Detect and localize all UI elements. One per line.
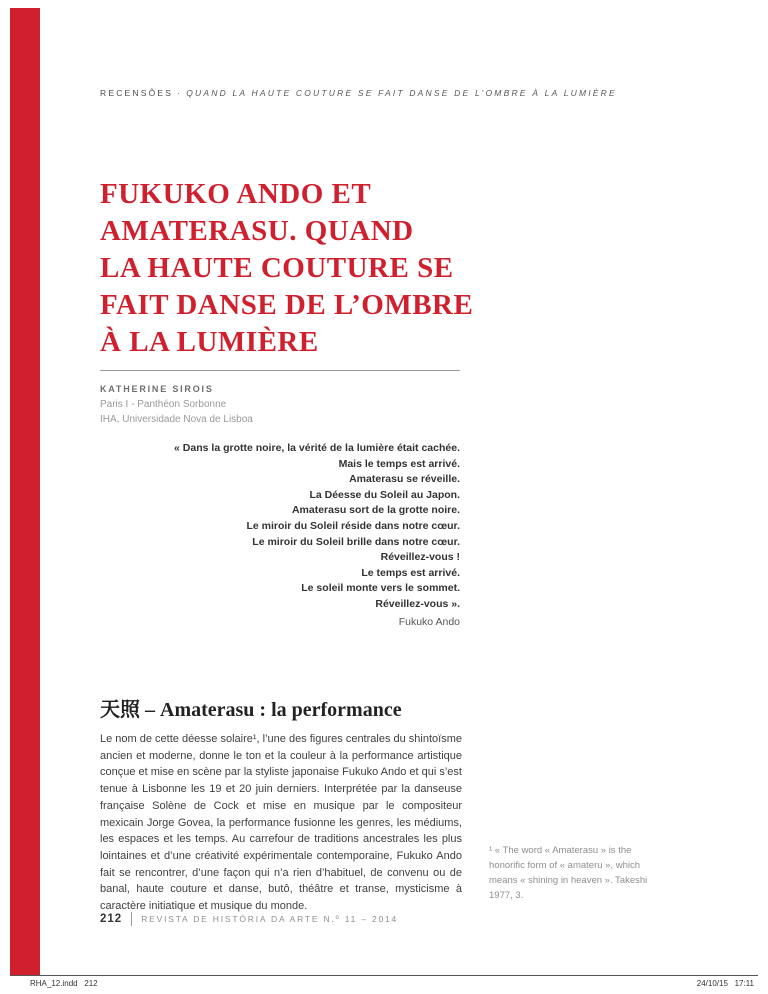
quote-line: Le miroir du Soleil brille dans notre cœur.	[252, 535, 460, 548]
quote-line: Amaterasu sort de la grotte noire.	[291, 504, 460, 517]
quote-line: Réveillez-vous ».	[375, 597, 460, 610]
author-affiliation: IHA, Universidade Nova de Lisboa	[100, 413, 253, 425]
spine-accent-bar	[10, 8, 40, 975]
quote-line: Le soleil monte vers le sommet.	[301, 582, 460, 595]
quote-line: Réveillez-vous !	[380, 551, 460, 564]
section-heading: 天照 – Amaterasu : la performance	[100, 698, 402, 721]
quote-line: Mais le temps est arrivé.	[338, 457, 460, 470]
footer-divider	[131, 912, 132, 926]
article-title	[100, 176, 473, 361]
article-title-line: AMATERASU. QUAND	[100, 215, 414, 247]
print-mark-timestamp: 24/10/15 17:11	[696, 979, 754, 988]
running-head	[100, 88, 617, 98]
print-mark-filename: RHA_12.indd 212	[30, 979, 98, 988]
quote-line: Le miroir du Soleil réside dans notre cœur.	[246, 519, 460, 532]
running-head-separator: ·	[177, 88, 183, 98]
footnote-sidenote: ¹ « The word « Amaterasu » is the honorific form of « amateru », which means « shining in heaven ». Takeshi 1977, 3.	[489, 845, 648, 901]
title-divider-rule	[100, 370, 460, 371]
article-title-line: À LA LUMIÈRE	[100, 326, 319, 358]
article-title-line: FAIT DANSE DE L’OMBRE	[100, 289, 474, 321]
page-footer	[100, 912, 398, 926]
quote-line: Amaterasu se réveille.	[349, 473, 460, 486]
author-block	[100, 384, 253, 427]
quote-line: Le temps est arrivé.	[361, 566, 460, 579]
author-affiliation: Paris I - Panthéon Sorbonne	[100, 399, 227, 410]
article-title-line: LA HAUTE COUTURE SE	[100, 252, 454, 284]
crop-mark-line	[10, 975, 758, 976]
journal-name: REVISTA DE HISTÓRIA DA ARTE N.º 11 – 2014	[141, 914, 399, 924]
quote-line: « Dans la grotte noire, la vérité de la lumière était cachée.	[174, 442, 460, 454]
running-head-title: QUAND LA HAUTE COUTURE SE FAIT DANSE DE L’OMBRE À LA LUMIÈRE	[186, 88, 617, 98]
article-title-line: FUKUKO ANDO ET	[100, 178, 372, 210]
author-name: KATHERINE SIROIS	[100, 384, 214, 394]
quote-attribution: Fukuko Ando	[398, 615, 460, 628]
page-number: 212	[100, 913, 123, 925]
running-head-section: RECENSÕES	[100, 88, 174, 98]
body-paragraph: Le nom de cette déesse solaire¹, l’une des figures centrales du shintoïsme ancien et moderne, donne le ton et la couleur à la performance artistique conçue et mise en scène par la styliste japonaise Fukuko Ando et qui s’est tenue à Lisbonne les 19 et 20 juin derniers. Interprétée par la danseuse française Solène de Cock et mise en musique par le compositeur mexicain Jorge Govea, la performance fusionne les genres, les médiums, les espaces et les temps. Au carrefour de traditions ancestrales les plus lointaines et d’une créativité expérimentale contemporaine, Fukuko Ando fait se rencontrer, d’une façon qui n’a rien d’habituel, de convenu ou de banal, haute couture et danse, butô, théâtre et transe, mysticisme à caractère initiatique et musique du monde.	[100, 733, 462, 913]
quote-line: La Déesse du Soleil au Japon.	[309, 488, 460, 501]
epigraph-quote	[100, 441, 460, 630]
